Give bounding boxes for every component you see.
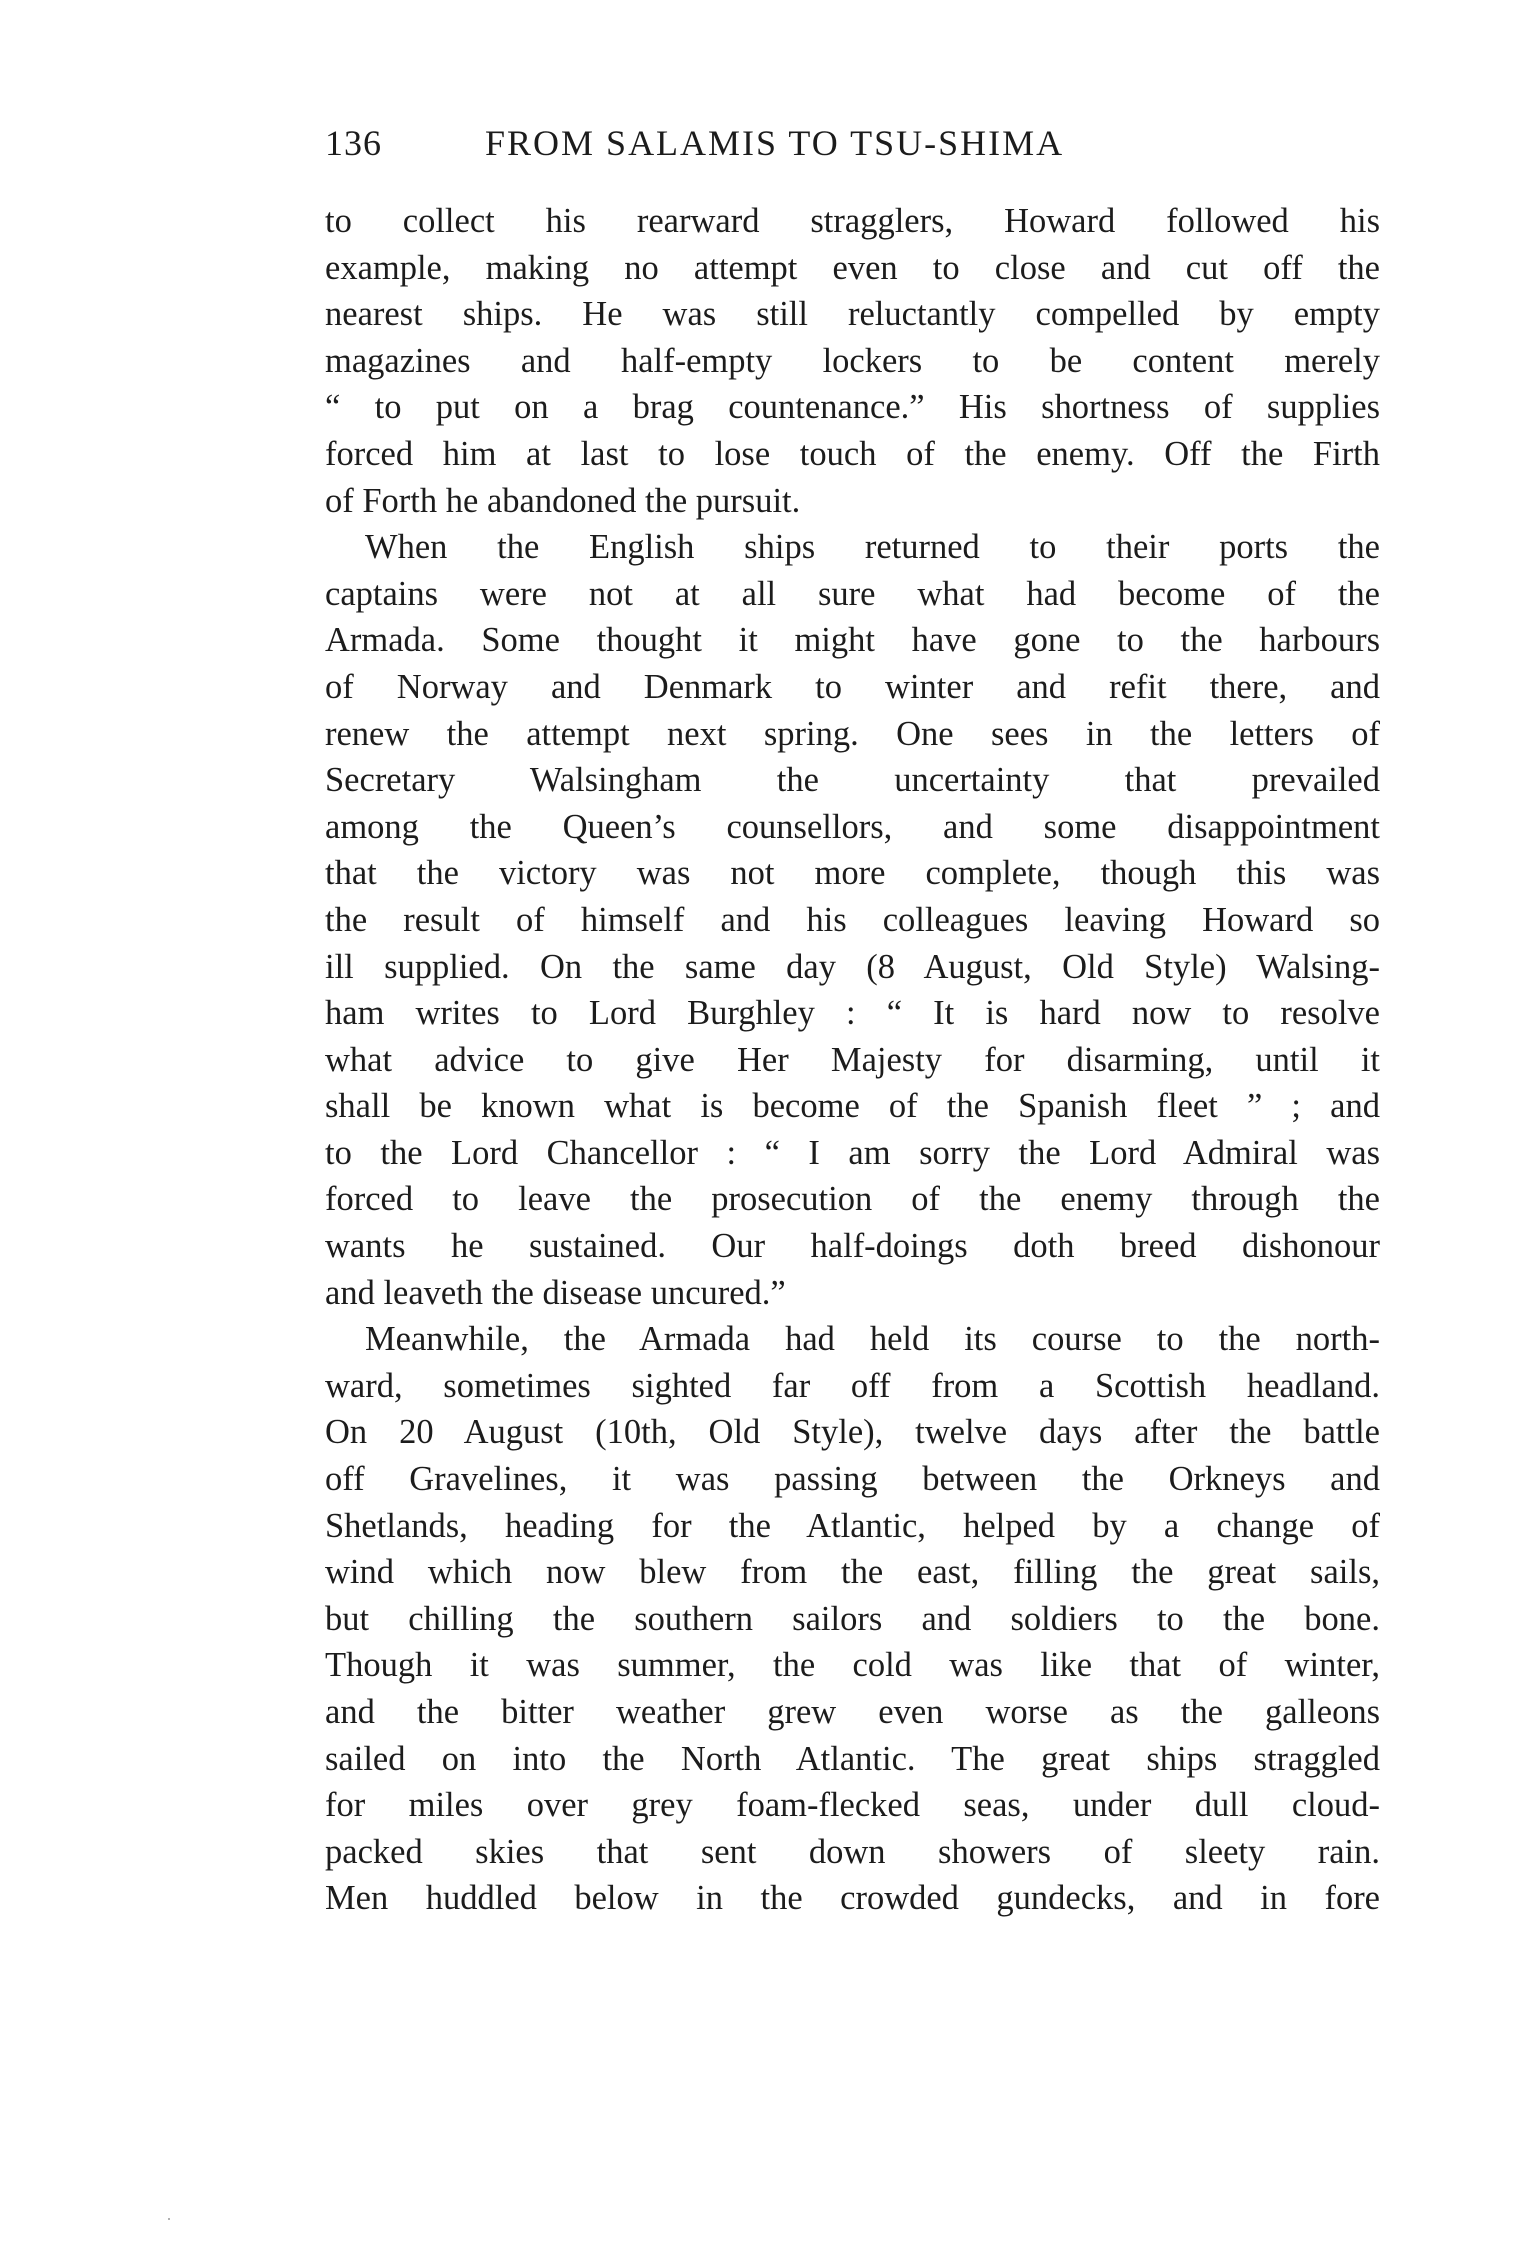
- text-line: Armada. Some thought it might have gone to the harbours: [325, 621, 1380, 660]
- paragraph: [325, 1316, 1380, 1922]
- scan-speck: [168, 2218, 170, 2220]
- text-line: example, making no attempt even to close and cut off the: [325, 248, 1380, 287]
- page-number: 136: [325, 123, 382, 163]
- text-line: of Norway and Denmark to winter and refit there, and: [325, 667, 1380, 706]
- body-text: [325, 198, 1380, 1922]
- text-line: On 20 August (10th, Old Style), twelve days after the battle: [325, 1413, 1380, 1452]
- text-line: packed skies that sent down showers of sleety rain.: [325, 1832, 1380, 1871]
- text-line: to the Lord Chancellor : “ I am sorry the Lord Admiral was: [325, 1133, 1380, 1172]
- paragraph: [325, 524, 1380, 1316]
- text-line: but chilling the southern sailors and soldiers to the bone.: [325, 1599, 1380, 1638]
- text-line: of Forth he abandoned the pursuit.: [325, 481, 801, 520]
- running-title: FROM SALAMIS TO TSU-SHIMA: [485, 123, 1065, 163]
- text-line: that the victory was not more complete, though this was: [325, 854, 1380, 893]
- text-line: Secretary Walsingham the uncertainty that prevailed: [325, 761, 1380, 800]
- running-head: [325, 122, 1375, 172]
- text-line: Men huddled below in the crowded gundecks, and in fore: [325, 1879, 1380, 1918]
- text-line: Though it was summer, the cold was like that of winter,: [325, 1646, 1380, 1685]
- text-line: nearest ships. He was still reluctantly compelled by empty: [325, 295, 1380, 334]
- text-line: the result of himself and his colleagues leaving Howard so: [325, 900, 1380, 939]
- text-line: what advice to give Her Majesty for disarming, until it: [325, 1040, 1380, 1079]
- text-line: “ to put on a brag countenance.” His shortness of supplies: [325, 388, 1380, 427]
- text-line: to collect his rearward stragglers, Howard followed his: [325, 202, 1380, 240]
- text-line: forced him at last to lose touch of the enemy. Off the Firth: [325, 434, 1380, 473]
- text-line: renew the attempt next spring. One sees in the letters of: [325, 714, 1380, 753]
- text-line: ill supplied. On the same day (8 August, Old Style) Walsing-: [325, 947, 1380, 986]
- text-line: Shetlands, heading for the Atlantic, helped by a change of: [325, 1506, 1380, 1545]
- text-line: ward, sometimes sighted far off from a Scottish headland.: [325, 1366, 1380, 1405]
- text-line: wants he sustained. Our half-doings doth breed dishonour: [325, 1227, 1380, 1266]
- text-line: When the English ships returned to their ports the: [365, 528, 1380, 567]
- text-line: captains were not at all sure what had become of the: [325, 574, 1380, 613]
- text-line: among the Queen’s counsellors, and some disappointment: [325, 807, 1380, 846]
- text-line: magazines and half-empty lockers to be content merely: [325, 341, 1380, 380]
- text-line: forced to leave the prosecution of the enemy through the: [325, 1180, 1380, 1219]
- text-line: and the bitter weather grew even worse as the galleons: [325, 1693, 1380, 1731]
- text-line: ham writes to Lord Burghley : “ It is hard now to resolve: [325, 994, 1380, 1033]
- text-line: Meanwhile, the Armada had held its course to the north-: [365, 1320, 1380, 1359]
- text-line: sailed on into the North Atlantic. The great ships straggled: [325, 1739, 1380, 1778]
- paragraph: [325, 198, 1380, 524]
- text-line: shall be known what is become of the Spanish fleet ” ; and: [325, 1087, 1380, 1126]
- text-line: off Gravelines, it was passing between the Orkneys and: [325, 1460, 1380, 1499]
- text-line: for miles over grey foam-flecked seas, under dull cloud-: [325, 1786, 1380, 1825]
- text-line: wind which now blew from the east, filling the great sails,: [325, 1553, 1380, 1592]
- text-line: and leaveth the disease uncured.”: [325, 1273, 786, 1312]
